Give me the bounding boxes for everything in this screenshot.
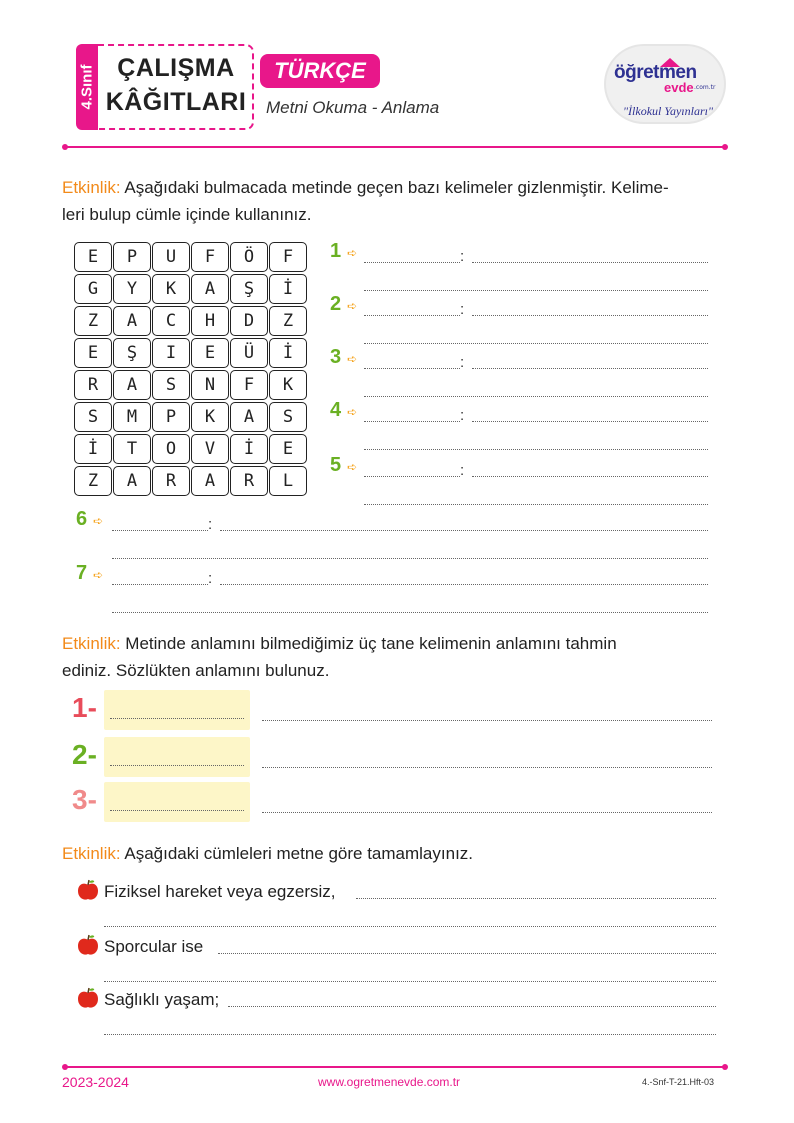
grid-cell: Z	[74, 466, 112, 496]
grid-cell: F	[191, 242, 229, 272]
grid-cell: R	[230, 466, 268, 496]
answer-word-line[interactable]	[364, 476, 460, 477]
grid-cell: İ	[269, 274, 307, 304]
pencil-icon: ➪	[93, 568, 104, 582]
grid-cell: F	[230, 370, 268, 400]
word-box[interactable]	[104, 690, 250, 730]
answer-word-line[interactable]	[364, 368, 460, 369]
word-search-grid	[74, 242, 307, 496]
answer-word-line[interactable]	[364, 262, 460, 263]
grid-cell: A	[191, 466, 229, 496]
grid-cell: C	[152, 306, 190, 336]
activity-label: Etkinlik:	[62, 844, 121, 863]
grid-cell: A	[230, 402, 268, 432]
sentence-line[interactable]	[218, 953, 716, 954]
item-number: 6	[76, 508, 88, 530]
grid-cell: R	[152, 466, 190, 496]
grid-cell: P	[152, 402, 190, 432]
grid-cell: F	[269, 242, 307, 272]
instruction-text-2: ediniz. Sözlükten anlamını bulunuz.	[62, 661, 330, 680]
grid-cell: İ	[269, 338, 307, 368]
grid-cell: S	[74, 402, 112, 432]
grid-cell: Ş	[230, 274, 268, 304]
logo-subtext: evde	[664, 80, 694, 95]
word-box[interactable]	[104, 737, 250, 777]
grid-cell: Ü	[230, 338, 268, 368]
answer-sentence-line[interactable]	[472, 421, 708, 422]
sentence-line[interactable]	[228, 1006, 716, 1007]
meaning-line[interactable]	[262, 812, 712, 813]
item-number: 5	[330, 454, 342, 476]
apple-icon	[76, 933, 98, 955]
grid-cell: E	[191, 338, 229, 368]
section3-instruction	[62, 840, 732, 867]
pencil-icon: ➪	[347, 246, 358, 260]
answer-word-line[interactable]	[112, 584, 208, 585]
grid-cell: Y	[113, 274, 151, 304]
pencil-icon: ➪	[347, 460, 358, 474]
grid-cell: Ö	[230, 242, 268, 272]
instruction-text-2: leri bulup cümle içinde kullanınız.	[62, 205, 312, 224]
apple-icon	[76, 878, 98, 900]
answer-word-line[interactable]	[364, 421, 460, 422]
item-number: 2	[330, 293, 342, 315]
logo-tagline: "İlkokul Yayınları"	[623, 104, 713, 118]
item-number: 3-	[72, 784, 97, 815]
pencil-icon: ➪	[93, 514, 104, 528]
word-line[interactable]	[110, 718, 244, 719]
answer-sentence-line-2[interactable]	[364, 290, 708, 291]
grid-cell: E	[74, 338, 112, 368]
item-number: 1-	[72, 692, 97, 723]
answer-sentence-line-2[interactable]	[364, 504, 708, 505]
grid-cell: Ş	[113, 338, 151, 368]
answer-sentence-line[interactable]	[472, 262, 708, 263]
sentence-start: Sağlıklı yaşam;	[104, 990, 220, 1009]
grade-tab	[76, 44, 98, 130]
grid-cell: S	[269, 402, 307, 432]
topic-title: Metni Okuma - Anlama	[266, 98, 440, 117]
grid-cell: R	[74, 370, 112, 400]
answer-sentence-line[interactable]	[472, 368, 708, 369]
answer-sentence-line[interactable]	[220, 584, 708, 585]
grid-cell: S	[152, 370, 190, 400]
logo-text: öğretmen	[614, 62, 697, 83]
grid-cell: K	[191, 402, 229, 432]
answer-sentence-line[interactable]	[472, 315, 708, 316]
grid-cell: K	[269, 370, 307, 400]
grid-cell: K	[152, 274, 190, 304]
grade-label: 4.Sınıf	[78, 64, 96, 110]
section2-instruction	[62, 630, 732, 684]
grid-cell: G	[74, 274, 112, 304]
grid-cell: O	[152, 434, 190, 464]
footer-year: 2023-2024	[62, 1074, 129, 1090]
answer-word-line[interactable]	[364, 315, 460, 316]
grid-cell: U	[152, 242, 190, 272]
activity-label: Etkinlik:	[62, 178, 121, 197]
grid-cell: P	[113, 242, 151, 272]
answer-sentence-line-2[interactable]	[112, 612, 708, 613]
grid-cell: H	[191, 306, 229, 336]
answer-sentence-line[interactable]	[220, 530, 708, 531]
sentence-line-2[interactable]	[104, 1034, 716, 1035]
grid-cell: E	[269, 434, 307, 464]
logo-domain: .com.tr	[694, 84, 716, 91]
item-number: 7	[76, 562, 88, 584]
item-number: 2-	[72, 739, 97, 770]
item-number: 4	[330, 399, 342, 421]
word-line[interactable]	[110, 765, 244, 766]
grid-cell: İ	[230, 434, 268, 464]
answer-sentence-line-2[interactable]	[364, 449, 708, 450]
item-number: 1	[330, 240, 342, 262]
instruction-text: Aşağıdaki bulmacada metinde geçen bazı kelimeler gizlenmiştir. Kelime-	[120, 178, 669, 197]
colon: :	[208, 570, 213, 587]
pencil-icon: ➪	[347, 352, 358, 366]
grid-cell: M	[113, 402, 151, 432]
footer-website[interactable]: www.ogretmenevde.com.tr	[318, 1075, 461, 1089]
subject-badge: TÜRKÇE	[260, 54, 380, 88]
instruction-text: Metinde anlamını bilmediğimiz üç tane kelimenin anlamını tahmin	[120, 634, 617, 653]
sentence-line-2[interactable]	[104, 981, 716, 982]
footer-code: 4.-Snf-T-21.Hft-03	[642, 1077, 715, 1087]
meaning-line[interactable]	[262, 720, 712, 721]
activity-label: Etkinlik:	[62, 634, 121, 653]
pencil-icon: ➪	[347, 299, 358, 313]
sentence-start: Sporcular ise	[104, 937, 204, 956]
apple-icon	[76, 986, 98, 1008]
answer-sentence-line[interactable]	[472, 476, 708, 477]
instruction-text: Aşağıdaki cümleleri metne göre tamamlayınız.	[120, 844, 474, 863]
answer-sentence-line-2[interactable]	[364, 396, 708, 397]
pencil-icon: ➪	[347, 405, 358, 419]
title-line-1: ÇALIŞMA	[117, 54, 235, 82]
item-number: 3	[330, 346, 342, 368]
grid-cell: T	[113, 434, 151, 464]
answer-sentence-line-2[interactable]	[364, 343, 708, 344]
colon: :	[460, 248, 465, 265]
word-box[interactable]	[104, 782, 250, 822]
title-line-2: KÂĞITLARI	[105, 88, 247, 116]
grid-cell: Z	[269, 306, 307, 336]
grid-cell: A	[191, 274, 229, 304]
grid-cell: Z	[74, 306, 112, 336]
sentence-line[interactable]	[356, 898, 716, 899]
colon: :	[208, 516, 213, 533]
sentence-start: Fiziksel hareket veya egzersiz,	[104, 882, 336, 901]
meaning-line[interactable]	[262, 767, 712, 768]
grid-cell: V	[191, 434, 229, 464]
grid-cell: A	[113, 306, 151, 336]
footer-dot-right	[722, 1064, 728, 1070]
answer-word-line[interactable]	[112, 530, 208, 531]
colon: :	[460, 407, 465, 424]
grid-cell: D	[230, 306, 268, 336]
grid-cell: A	[113, 466, 151, 496]
grid-cell: I	[152, 338, 190, 368]
sentence-line-2[interactable]	[104, 926, 716, 927]
grid-cell: A	[113, 370, 151, 400]
colon: :	[460, 354, 465, 371]
grid-cell: L	[269, 466, 307, 496]
grid-cell: İ	[74, 434, 112, 464]
grid-cell: E	[74, 242, 112, 272]
section1-instruction	[62, 174, 732, 228]
footer-rule	[66, 1066, 726, 1068]
rule-dot-right	[722, 144, 728, 150]
word-line[interactable]	[110, 810, 244, 811]
colon: :	[460, 301, 465, 318]
header-rule	[66, 146, 726, 148]
grid-cell: N	[191, 370, 229, 400]
colon: :	[460, 462, 465, 479]
answer-sentence-line-2[interactable]	[112, 558, 708, 559]
